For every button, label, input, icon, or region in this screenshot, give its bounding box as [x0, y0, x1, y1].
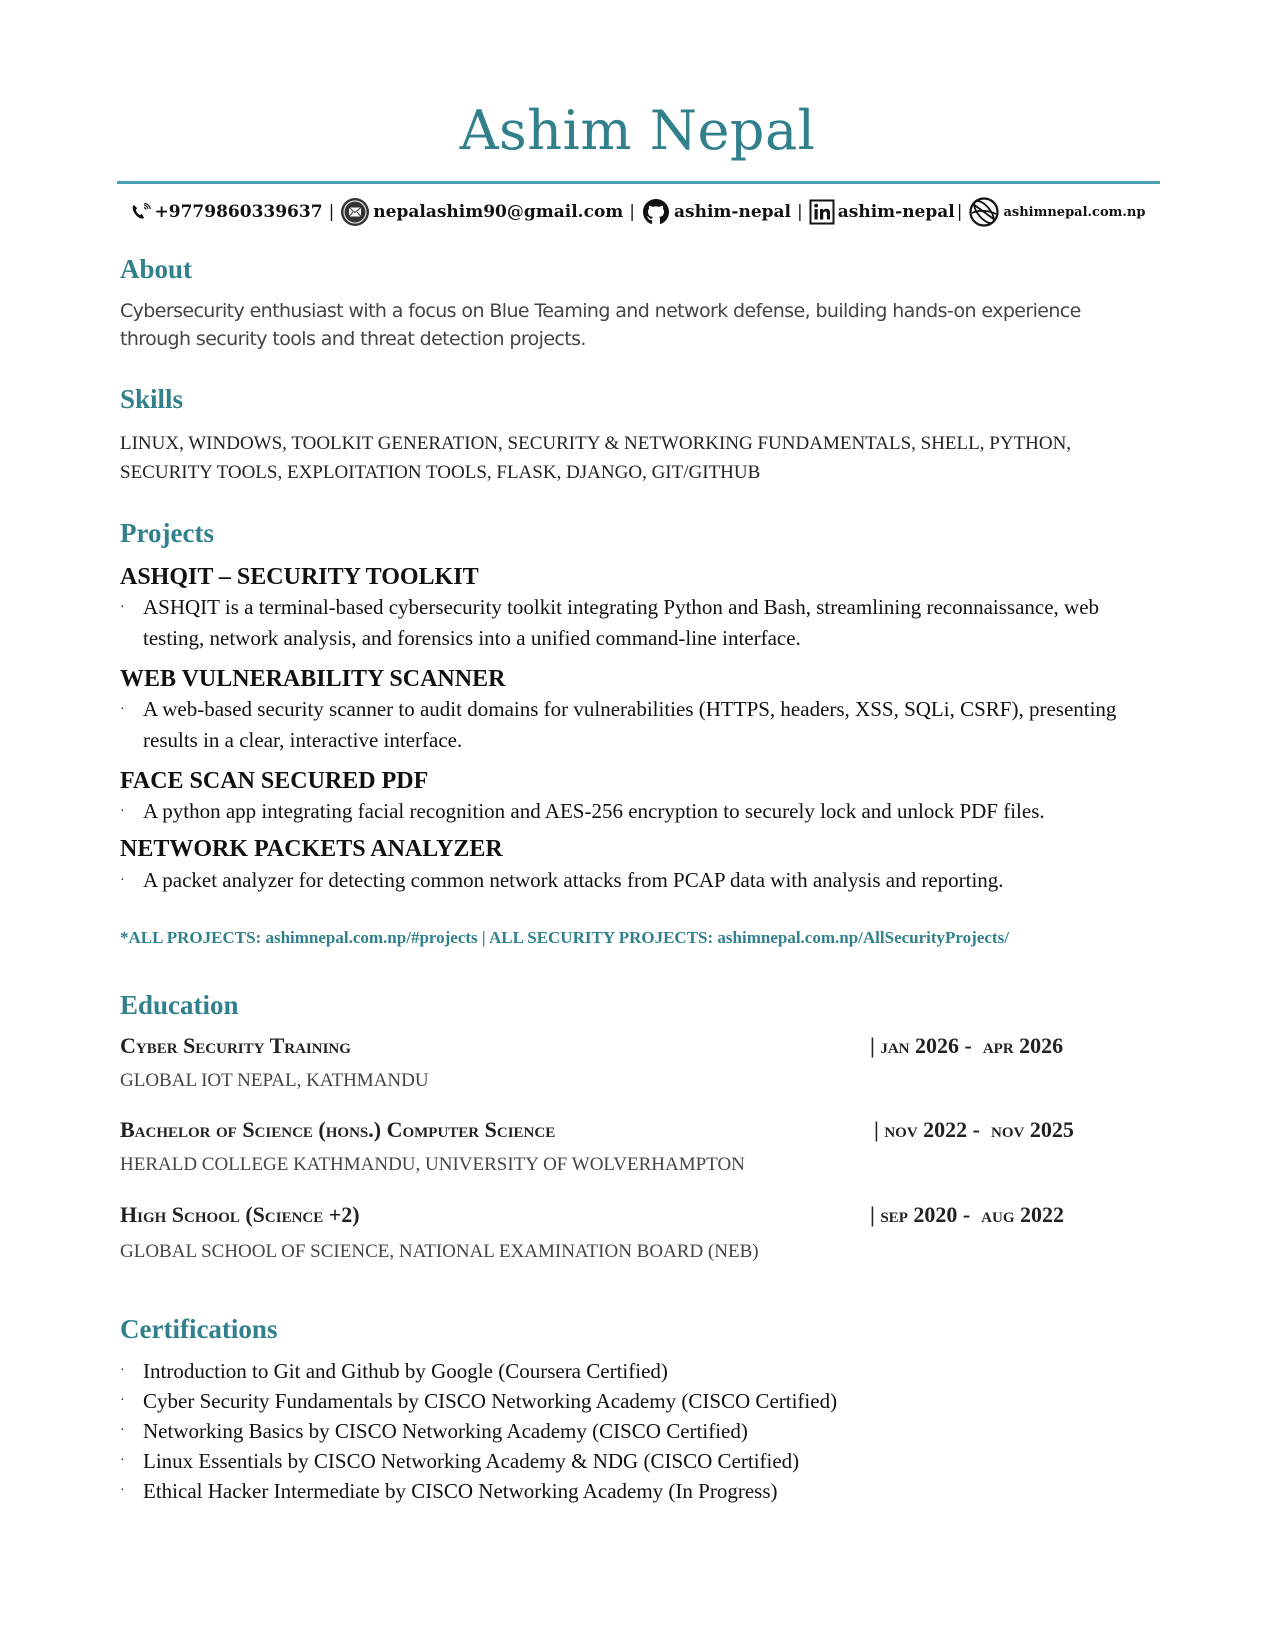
project-description — [120, 796, 1160, 827]
linkedin-link[interactable]: ashim-nepal — [837, 202, 955, 222]
bullet-dot: · — [120, 1483, 125, 1498]
separator: | — [797, 202, 803, 222]
education-date: | jan 2026 - apr 2026 — [870, 1033, 1064, 1058]
email-icon — [340, 197, 370, 227]
bullet-dot: · — [120, 804, 125, 819]
bullet-dot: · — [120, 1423, 125, 1438]
project-description — [120, 694, 1160, 756]
bullet-dot: · — [120, 873, 125, 888]
certification-text: Networking Basics by CISCO Networking Academy (CISCO Certified) — [143, 1419, 748, 1443]
education-date: | sep 2020 - aug 2022 — [870, 1202, 1065, 1227]
project-title: WEB VULNERABILITY SCANNER — [120, 666, 506, 692]
linkedin-icon — [809, 199, 835, 225]
bullet-dot: · — [120, 702, 125, 717]
about-text: Cybersecurity enthusiast with a focus on Blue Teaming and network defense, building hands-on experience through security tools and threat detection projects. — [120, 300, 1081, 350]
project-description — [120, 592, 1160, 654]
header-divider — [117, 181, 1160, 184]
certification-item — [120, 1386, 1160, 1416]
section-title-about: About — [120, 254, 193, 284]
education-title: Bachelor of Science (hons.) Computer Science — [120, 1117, 556, 1142]
certification-text: Linux Essentials by CISCO Networking Academy & NDG (CISCO Certified) — [143, 1449, 800, 1473]
project-title: FACE SCAN SECURED PDF — [120, 768, 429, 794]
certification-item — [120, 1356, 1160, 1386]
education-date: | nov 2022 - nov 2025 — [874, 1117, 1074, 1142]
section-title-skills: Skills — [120, 384, 184, 414]
phone-icon — [130, 203, 152, 221]
certification-item — [120, 1446, 1160, 1476]
separator: | — [956, 202, 963, 222]
github-link[interactable]: ashim-nepal — [674, 202, 792, 222]
section-title-certifications: Certifications — [120, 1314, 278, 1344]
email-link[interactable]: nepalashim90@gmail.com — [373, 202, 624, 222]
project-description-text: A packet analyzer for detecting common network attacks from PCAP data with analysis and reporting. — [143, 868, 1004, 892]
project-title: NETWORK PACKETS ANALYZER — [120, 836, 503, 862]
education-institution: GLOBAL IOT NEPAL, KATHMANDU — [120, 1070, 429, 1091]
education-institution: HERALD COLLEGE KATHMANDU, UNIVERSITY OF WOLVERHAMPTON — [120, 1154, 745, 1175]
project-description-text: A python app integrating facial recognition and AES-256 encryption to securely lock and unlock PDF files. — [143, 799, 1045, 823]
skills-text: LINUX, WINDOWS, TOOLKIT GENERATION, SECURITY & NETWORKING FUNDAMENTALS, SHELL, PYTHON, SECURITY TOOLS, EXPLOITATION TOOLS, FLASK, DJANGO, GIT/GITHUB — [120, 433, 1072, 483]
candidate-name: Ashim Nepal — [459, 99, 816, 162]
education-title: Cyber Security Training — [120, 1033, 351, 1058]
section-title-projects: Projects — [120, 518, 214, 548]
bullet-dot: · — [120, 1453, 125, 1468]
separator: | — [629, 202, 636, 222]
certification-text: Cyber Security Fundamentals by CISCO Networking Academy (CISCO Certified) — [143, 1389, 838, 1413]
globe-icon — [968, 196, 1000, 228]
project-description — [120, 865, 1160, 896]
certification-item — [120, 1416, 1160, 1446]
bullet-dot: · — [120, 1363, 125, 1378]
certification-text: Ethical Hacker Intermediate by CISCO Networking Academy (In Progress) — [143, 1479, 778, 1503]
project-title: ASHQIT – SECURITY TOOLKIT — [120, 564, 479, 590]
education-title: High School (Science +2) — [120, 1202, 360, 1227]
phone-number[interactable]: +9779860339637 — [154, 202, 323, 222]
contact-bar — [0, 196, 1275, 228]
bullet-dot: · — [120, 1393, 125, 1408]
certification-text: Introduction to Git and Github by Google (Coursera Certified) — [143, 1359, 668, 1383]
all-projects-links[interactable]: *ALL PROJECTS: ashimnepal.com.np/#projects | ALL SECURITY PROJECTS: ashimnepal.com.np/AllSecurityProjects/ — [120, 928, 1009, 947]
website-link[interactable]: ashimnepal.com.np — [1003, 204, 1146, 220]
certification-item — [120, 1476, 1160, 1506]
education-institution: GLOBAL SCHOOL OF SCIENCE, NATIONAL EXAMINATION BOARD (NEB) — [120, 1241, 759, 1262]
github-icon — [641, 197, 671, 227]
bullet-dot: · — [120, 600, 125, 615]
project-description-text: ASHQIT is a terminal-based cybersecurity toolkit integrating Python and Bash, streamlining reconnaissance, web testing, network analysis, and forensics into a unified command-line interface. — [143, 595, 1100, 650]
separator: | — [328, 202, 335, 222]
project-description-text: A web-based security scanner to audit domains for vulnerabilities (HTTPS, headers, XSS, SQLi, CSRF), presenting results in a clear, interactive interface. — [143, 697, 1117, 752]
section-title-education: Education — [120, 990, 239, 1020]
